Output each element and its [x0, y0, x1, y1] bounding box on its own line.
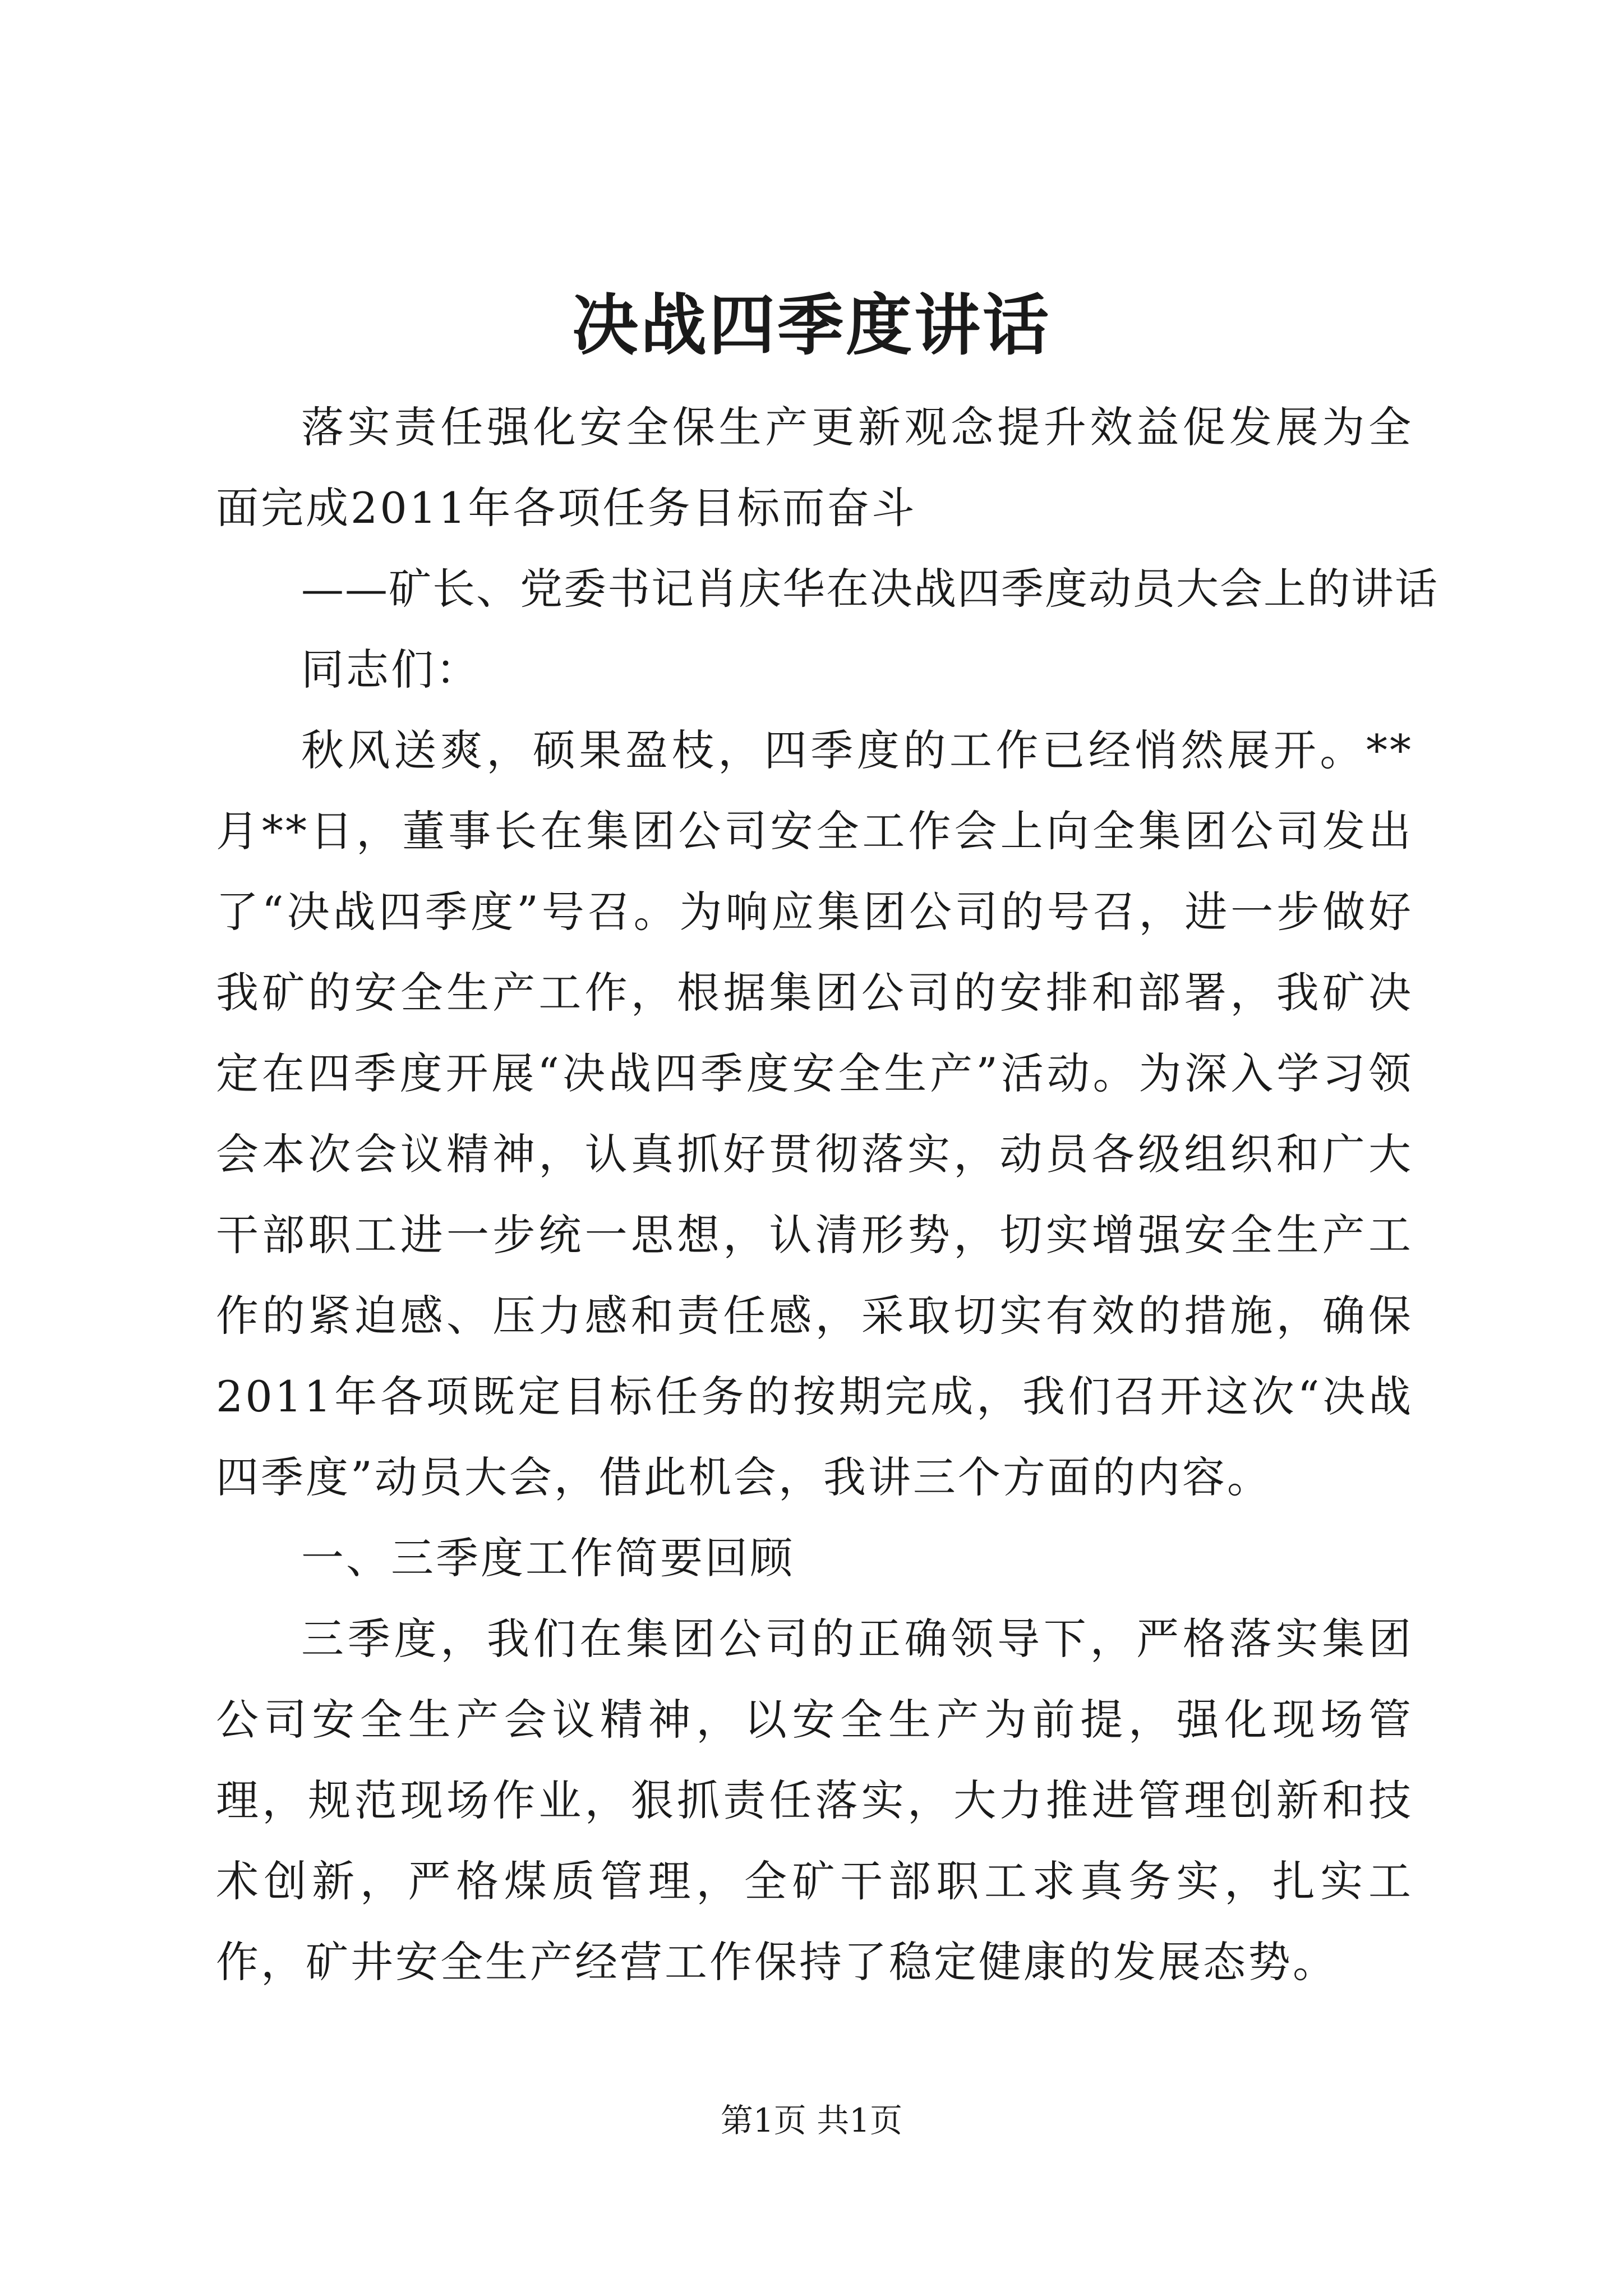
body-paragraph: 三季度，我们在集团公司的正确领导下，严格落实集团公司安全生产会议精神，以安全生产为前提，强化现场管理，规范现场作业，狠抓责任落实，大力推进管理创新和技术创新，严格煤质管理，全矿干部职工求真务实，扎实工作，矿井安全生产经营工作保持了稳定健康的发展态势。 — [216, 1614, 1413, 1987]
document-body — [216, 387, 1438, 2003]
salutation: 同志们： — [301, 645, 481, 694]
section-heading: 一、三季度工作简要回顾 — [301, 1533, 795, 1583]
body-paragraph: 秋风送爽，硕果盈枝，四季度的工作已经悄然展开。**月**日，董事长在集团公司安全工作会上向全集团公司发出了“决战四季度”号召。为响应集团公司的号召，进一步做好我矿的安全生产工作，根据集团公司的安排和部署，我矿决定在四季度开展“决战四季度安全生产”活动。为深入学习领会本次会议精神，认真抓好贯彻落实，动员各级组织和广大干部职工进一步统一思想，认清形势，切实增强安全生产工作的紧迫感、压力感和责任感，采取切实有效的措施，确保2011年各项既定目标任务的按期完成，我们召开这次“决战四季度”动员大会，借此机会，我讲三个方面的内容。 — [216, 725, 1413, 1502]
document-title: 决战四季度讲话 — [571, 286, 1051, 364]
subtitle-paragraph: 落实责任强化安全保生产更新观念提升效益促发展为全面完成2011年各项任务目标而奋斗 — [216, 402, 1413, 533]
page-footer: 第1页 共1页 — [720, 2101, 903, 2139]
speaker-byline: ——矿长、党委书记肖庆华在决战四季度动员大会上的讲话 — [301, 564, 1438, 614]
